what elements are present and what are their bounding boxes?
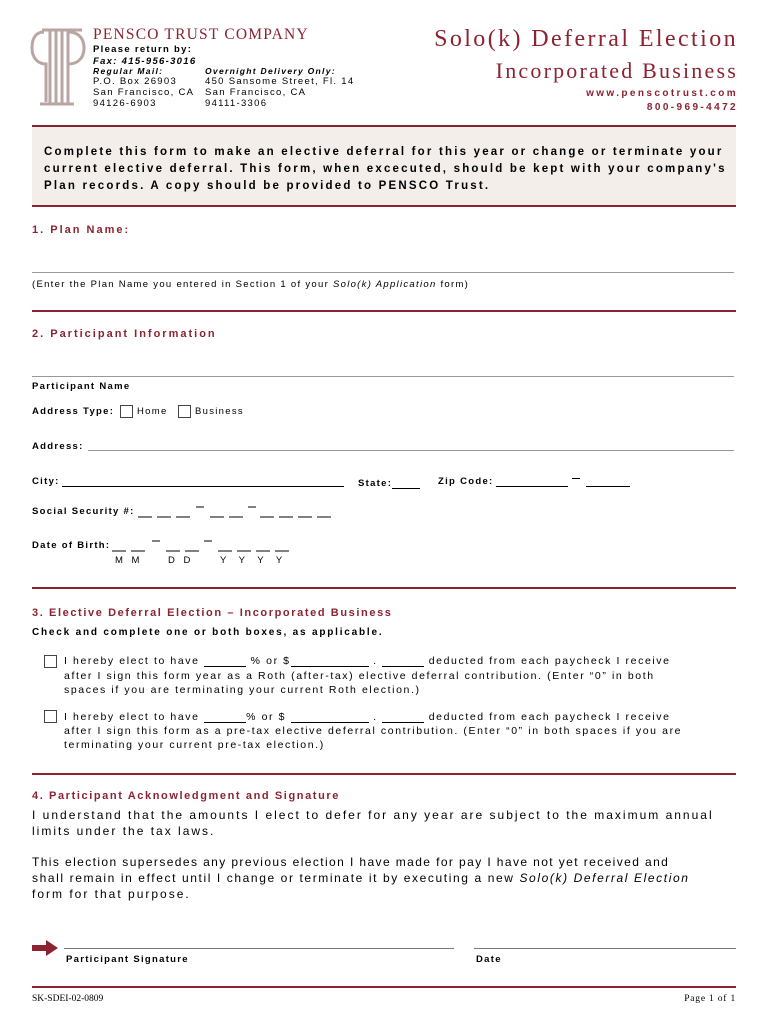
home-label: Home [137,406,168,417]
roth-text-c: deducted from each paycheck I receive [428,655,671,667]
roth-dollar-field[interactable] [291,655,369,667]
section-1-rule [32,310,736,312]
overnight-line-1: 450 Sansome Street, Fl. 14 [205,76,355,87]
roth-percent-field[interactable] [204,655,246,667]
plan-name-field[interactable] [32,272,734,273]
ack-para-1-line-2: limits under the tax laws. [32,824,216,838]
return-label: Please return by: [93,44,193,55]
signature-label: Participant Signature [66,954,189,965]
website-link[interactable]: www.penscotrust.com [586,88,738,99]
zip-field-2[interactable] [586,486,630,487]
ack-para-2-line-1: This election supersedes any previous election I have made for pay I have not yet received and [32,855,670,869]
regular-mail-line-1: P.O. Box 26903 [93,76,178,87]
roth-election-line-2: after I sign this form year as a Roth (after-tax) elective deferral contribution. (Enter “0” in both [64,670,655,682]
plan-name-hint-italic: Solo(k) Application [332,279,437,290]
ack-para-2-line-2 [32,871,690,885]
dob-field[interactable] [112,538,292,552]
ssn-field[interactable] [138,504,338,518]
roth-election-line-3: spaces if you are terminating your current Roth election.) [64,684,421,696]
section-4-heading: 4. Participant Acknowledgment and Signature [32,790,340,802]
plan-name-hint-post: form) [436,279,470,290]
pretax-checkbox[interactable] [44,710,57,723]
pretax-percent-field[interactable] [204,711,246,723]
footer-rule [32,986,736,988]
city-field[interactable] [62,486,344,487]
pretax-cents-field[interactable] [382,711,424,723]
page-number: Page 1 of 1 [684,994,736,1004]
form-title-line-2: Incorporated Business [495,58,738,83]
roth-cents-field[interactable] [382,655,424,667]
address-label: Address: [32,441,84,452]
pretax-text-a: I hereby elect to have [64,711,200,723]
section-2-heading: 2. Participant Information [32,328,217,340]
ack-para-2-line-2-italic: Solo(k) Deferral Election [519,871,690,885]
regular-mail-label: Regular Mail: [93,66,164,76]
dob-yyyy: Y Y Y Y [220,555,288,566]
plan-name-hint-pre: (Enter the Plan Name you entered in Section 1 of your [32,279,333,290]
roth-text-a: I hereby elect to have [64,655,200,667]
pretax-dollar-field[interactable] [291,711,369,723]
phone-number: 800-969-4472 [646,102,738,113]
section-2-rule [32,587,736,589]
pretax-text-b: % or $ [246,711,287,723]
form-title-line-1: Solo(k) Deferral Election [434,26,738,52]
city-label: City: [32,476,60,487]
participant-name-label: Participant Name [32,381,131,392]
address-type-label: Address Type: [32,406,115,417]
zip-dash [572,478,580,479]
regular-mail-line-2: San Francisco, CA [93,87,195,98]
intro-text: Complete this form to make an elective deferral for this year or change or terminate your current elective deferral. This form, when excecuted, should be kept with your company's Plan records. A copy should be provided to PENSCO Trust. [44,146,727,192]
zip-field-1[interactable] [496,486,568,487]
regular-mail-line-3: 94126-6903 [93,98,157,109]
roth-election-line-1: I hereby elect to have % or $ . deducted from each paycheck I receive [64,655,671,667]
pretax-election-line-1: I hereby elect to have % or $ . deducted from each paycheck I receive [64,711,671,723]
overnight-line-3: 94111-3306 [205,98,268,109]
dob-label: Date of Birth: [32,540,111,551]
zip-label: Zip Code: [438,476,494,487]
overnight-label: Overnight Delivery Only: [205,66,336,76]
pretax-text-c: deducted from each paycheck I receive [428,711,671,723]
company-name: PENSCO TRUST COMPANY [93,26,309,43]
ack-para-1-line-1: I understand that the amounts I elect to defer for any year are subject to the maximum annual [32,808,714,822]
signature-field[interactable] [64,948,454,949]
section-3-rule [32,773,736,775]
state-field[interactable] [392,488,420,489]
ack-para-2-line-2-pre: shall remain in effect until I change or terminate it by executing a new [32,871,520,885]
dob-mm: M M [115,555,143,566]
section-3-subheading: Check and complete one or both boxes, as applicable. [32,627,384,638]
roth-checkbox[interactable] [44,655,57,668]
business-label: Business [195,406,244,417]
ssn-label: Social Security #: [32,506,135,517]
home-checkbox[interactable] [120,405,133,418]
date-label: Date [476,954,502,965]
roth-text-b: % or $ [250,655,291,667]
pretax-election-line-3: terminating your current pre-tax election.) [64,739,325,751]
dob-dd: D D [168,555,194,566]
business-checkbox[interactable] [178,405,191,418]
date-field[interactable] [474,948,736,949]
section-1-heading: 1. Plan Name: [32,224,131,236]
state-label: State: [358,478,393,489]
intro-bottom-rule [32,205,736,207]
section-3-heading: 3. Elective Deferral Election – Incorporated Business [32,607,393,619]
form-code: SK-SDEI-02-0809 [32,994,104,1004]
plan-name-hint [32,279,469,290]
address-field[interactable] [88,450,734,451]
ack-para-2-line-3: form for that purpose. [32,887,191,901]
overnight-line-2: San Francisco, CA [205,87,307,98]
pretax-election-line-2: after I sign this form as a pre-tax elective deferral contribution. (Enter “0” in both spaces if you are [64,725,683,737]
fax-number: Fax: 415-956-3016 [93,56,197,67]
arrow-icon [32,940,58,956]
participant-name-field[interactable] [32,376,734,377]
pensco-logo [30,22,86,106]
